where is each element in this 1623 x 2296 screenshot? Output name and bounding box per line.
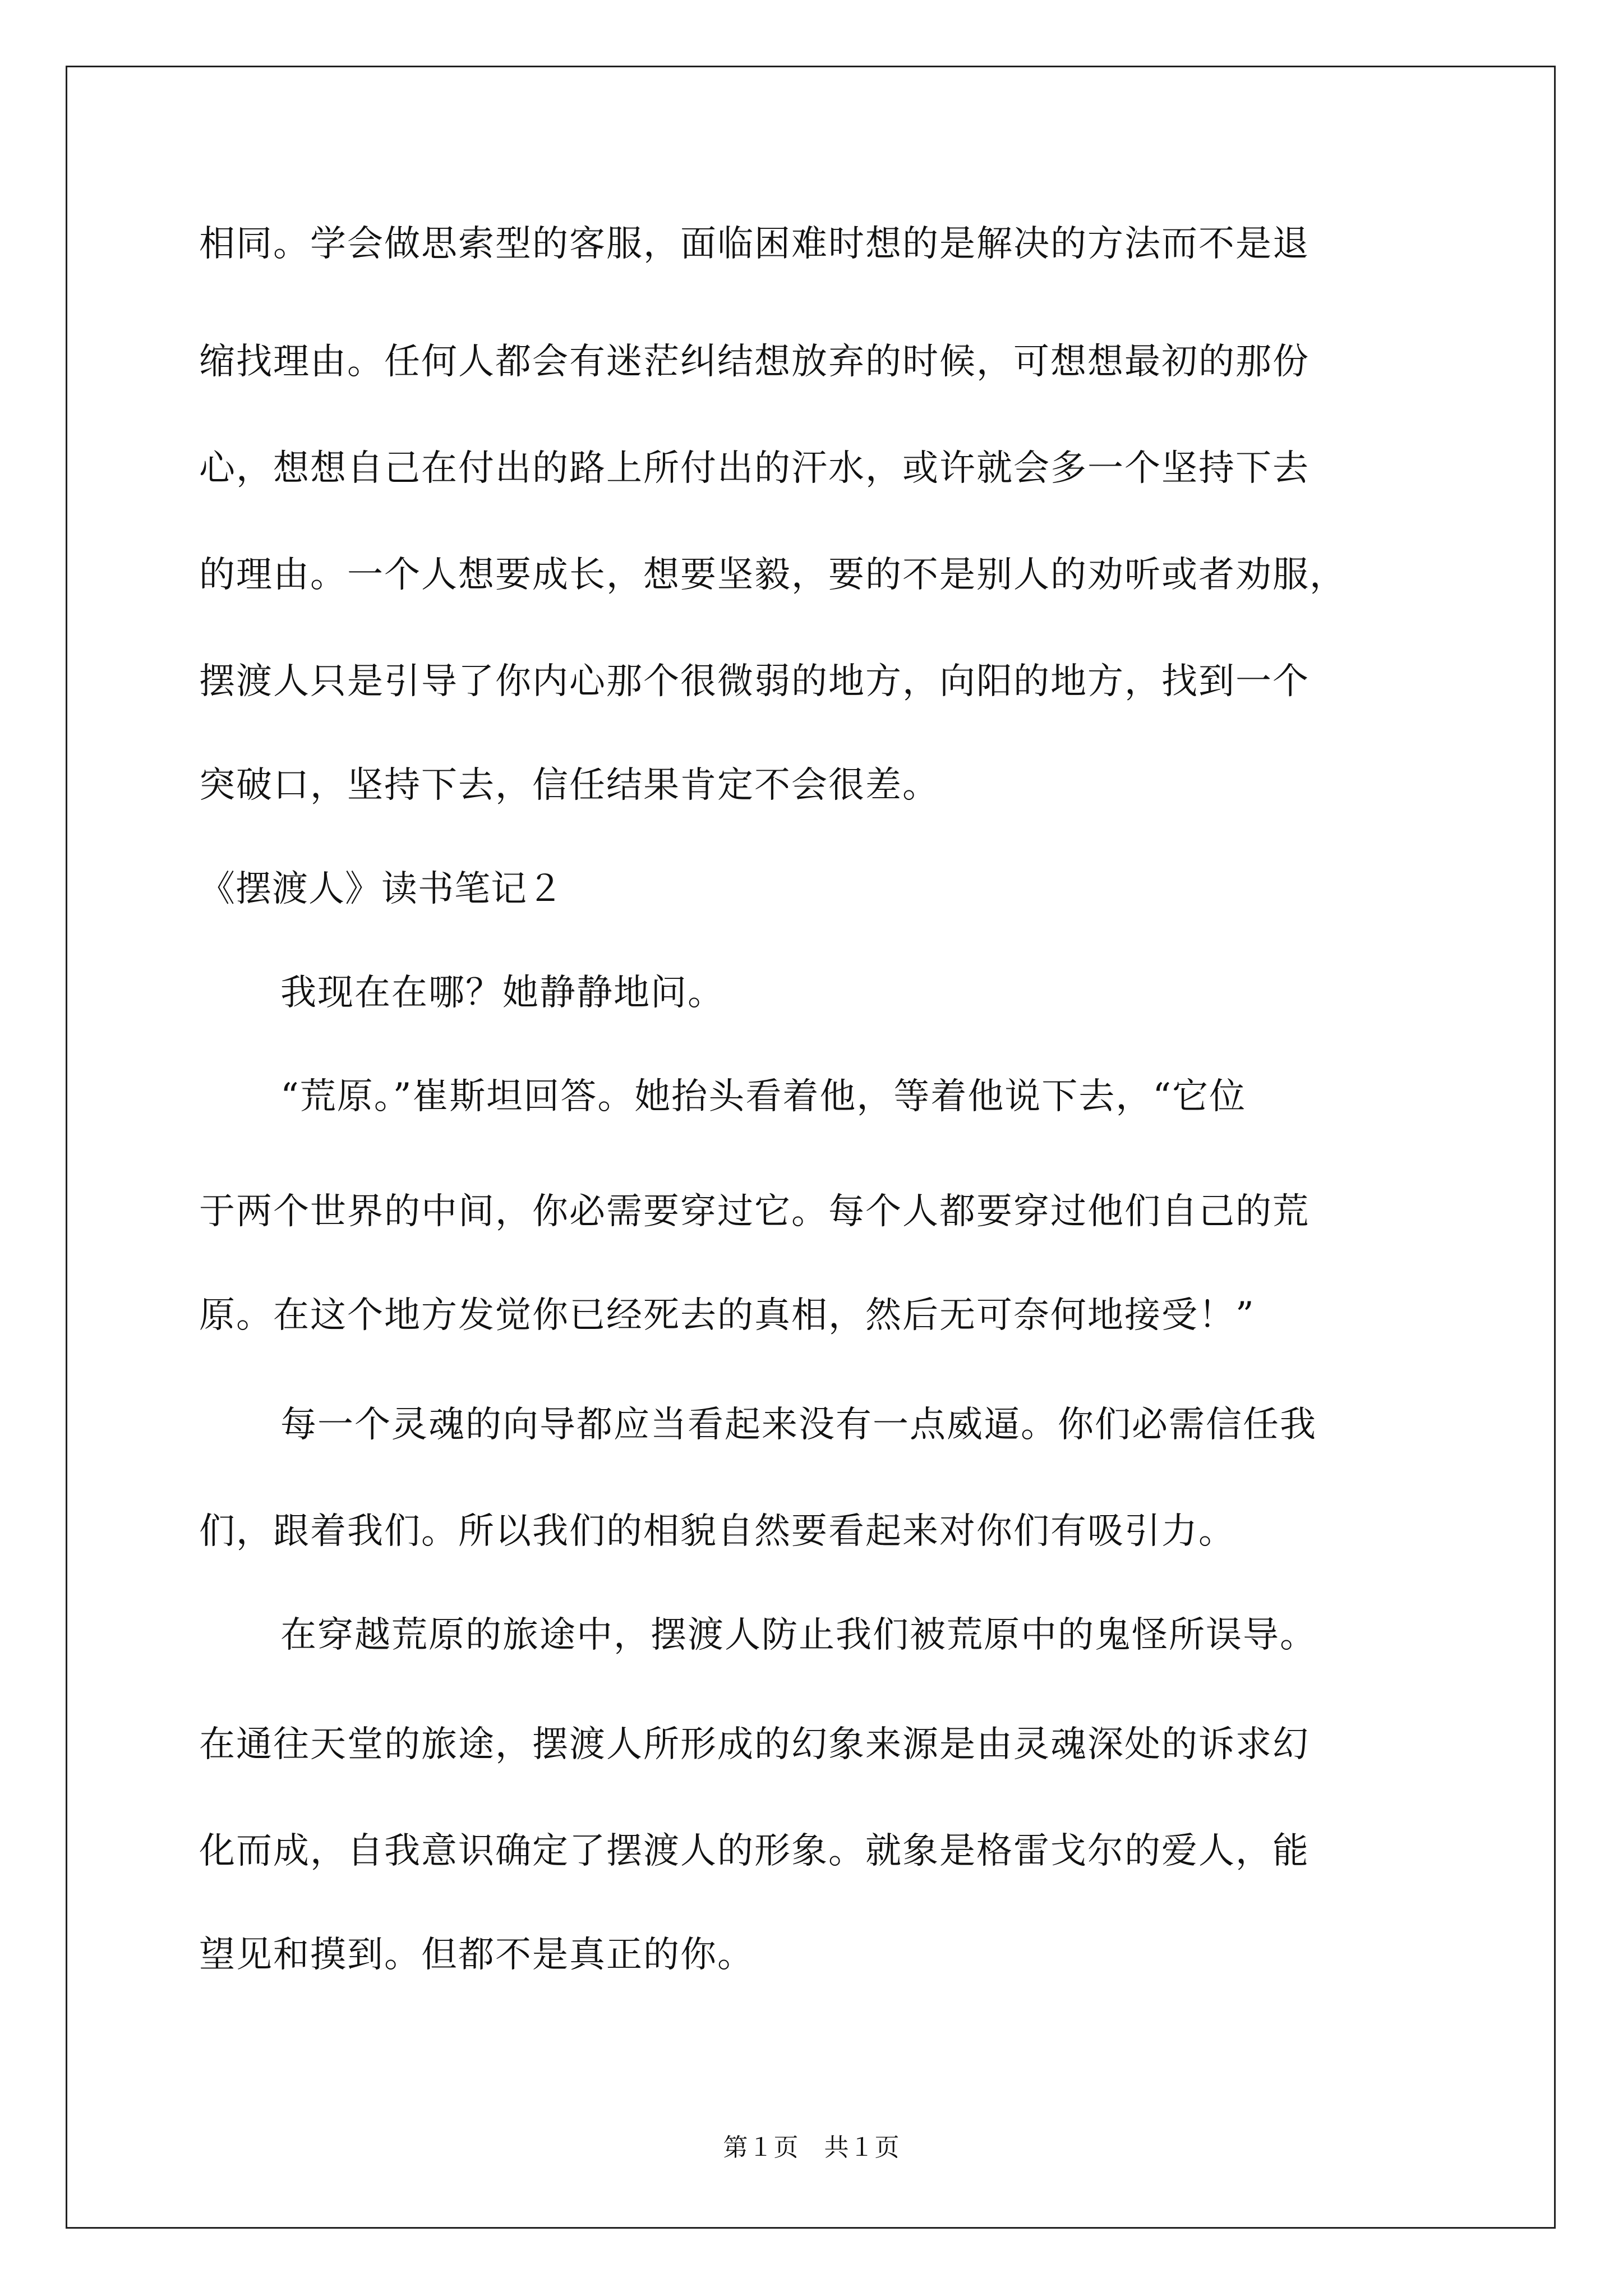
paragraph-line: 每一个灵魂的向导都应当看起来没有一点威逼。你们必需信任我: [280, 1404, 1317, 1446]
page-border: [66, 66, 1556, 2229]
paragraph-line: 在穿越荒原的旅途中，摆渡人防止我们被荒原中的鬼怪所误导。: [280, 1614, 1317, 1656]
paragraph-line: 望见和摸到。但都不是真正的你。: [199, 1934, 754, 1976]
paragraph-line: 在通往天堂的旅途，摆渡人所形成的幻象来源是由灵魂深处的诉求幻: [199, 1724, 1310, 1765]
paragraph-line: 相同。学会做思索型的客服，面临困难时想的是解决的方法而不是退: [199, 223, 1310, 265]
paragraph-line: 于两个世界的中间，你必需要穿过它。每个人都要穿过他们自己的荒: [199, 1191, 1310, 1232]
paragraph-line: “荒原。”崔斯坦回答。她抬头看着他，等着他说下去，“它位: [280, 1076, 1247, 1117]
paragraph-line: 缩找理由。任何人都会有迷茫纠结想放弃的时候，可想想最初的那份: [199, 341, 1310, 383]
paragraph-line: 们，跟着我们。所以我们的相貌自然要看起来对你们有吸引力。: [199, 1511, 1235, 1552]
paragraph-line: 突破口，坚持下去，信任结果肯定不会很差。: [199, 765, 939, 806]
page-number: 第１页 共１页: [723, 2133, 900, 2162]
paragraph-line: 的理由。一个人想要成长，想要坚毅，要的不是别人的劝听或者劝服，: [199, 554, 1347, 596]
paragraph-line: 我现在在哪？她静静地问。: [280, 972, 725, 1014]
paragraph-line: 心，想想自己在付出的路上所付出的汗水，或许就会多一个坚持下去: [199, 448, 1310, 489]
section-heading: 《摆渡人》读书笔记２: [199, 868, 564, 910]
paragraph-line: 原。在这个地方发觉你已经死去的真相，然后无可奈何地接受！”: [199, 1295, 1255, 1336]
paragraph-line: 摆渡人只是引导了你内心那个很微弱的地方，向阳的地方，找到一个: [199, 661, 1310, 702]
paragraph-line: 化而成，自我意识确定了摆渡人的形象。就象是格雷戈尔的爱人，能: [199, 1830, 1310, 1872]
